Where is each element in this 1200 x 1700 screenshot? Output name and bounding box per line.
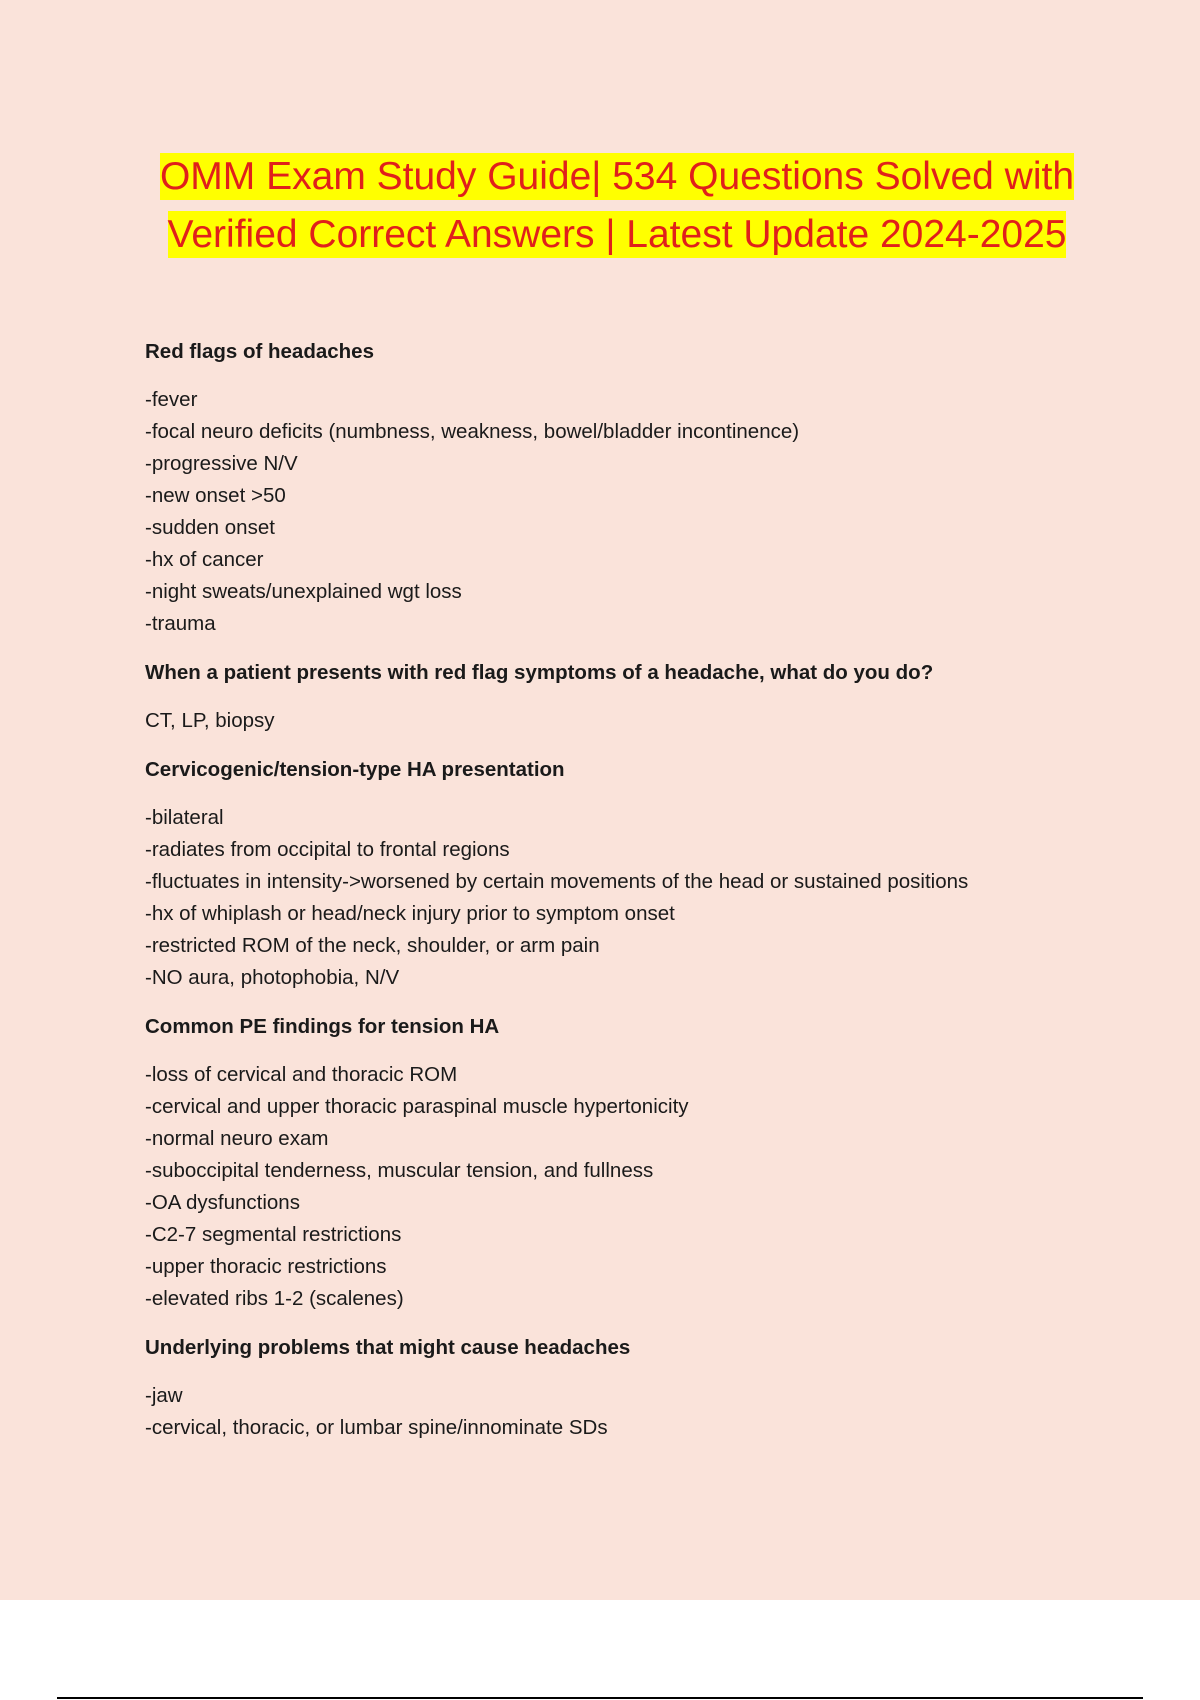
answer-line: -jaw — [145, 1384, 183, 1407]
qa-content — [145, 336, 1105, 1461]
answer-block — [145, 1059, 1105, 1315]
answer-line: -night sweats/unexplained wgt loss — [145, 580, 462, 603]
answer-line: -NO aura, photophobia, N/V — [145, 966, 400, 989]
answer-line: -cervical and upper thoracic paraspinal muscle hypertonicity — [145, 1095, 689, 1118]
document-title — [120, 148, 1114, 264]
qa-card — [145, 657, 1105, 737]
qa-card — [145, 1011, 1105, 1315]
answer-line: -sudden onset — [145, 516, 275, 539]
question-text: Underlying problems that might cause headaches — [145, 1336, 631, 1359]
qa-card — [145, 754, 1105, 994]
answer-block — [145, 802, 1105, 994]
answer-line: -elevated ribs 1-2 (scalenes) — [145, 1287, 404, 1310]
question-text: Cervicogenic/tension-type HA presentation — [145, 758, 565, 781]
answer-line: -new onset >50 — [145, 484, 286, 507]
qa-card — [145, 1332, 1105, 1444]
answer-line: -radiates from occipital to frontal regions — [145, 838, 510, 861]
answer-line: -normal neuro exam — [145, 1127, 329, 1150]
document-title-text: OMM Exam Study Guide| 534 Questions Solved with Verified Correct Answers | Latest Update 2024-2025 — [159, 155, 1075, 256]
answer-line: -hx of whiplash or head/neck injury prior to symptom onset — [145, 902, 675, 925]
answer-line: -cervical, thoracic, or lumbar spine/innominate SDs — [145, 1416, 608, 1439]
answer-block — [145, 1380, 1105, 1444]
answer-line: -fluctuates in intensity->worsened by certain movements of the head or sustained positions — [145, 870, 969, 893]
answer-line: -C2-7 segmental restrictions — [145, 1223, 402, 1246]
answer-line: -trauma — [145, 612, 216, 635]
qa-card — [145, 336, 1105, 640]
footer-divider — [57, 1697, 1143, 1699]
answer-line: -OA dysfunctions — [145, 1191, 300, 1214]
answer-line: -restricted ROM of the neck, shoulder, or arm pain — [145, 934, 600, 957]
answer-line: -focal neuro deficits (numbness, weakness, bowel/bladder incontinence) — [145, 420, 800, 443]
answer-line: -progressive N/V — [145, 452, 298, 475]
answer-line: -loss of cervical and thoracic ROM — [145, 1063, 458, 1086]
answer-block — [145, 705, 1105, 737]
answer-block — [145, 384, 1105, 640]
answer-line: -fever — [145, 388, 198, 411]
answer-line: -suboccipital tenderness, muscular tension, and fullness — [145, 1159, 654, 1182]
answer-line: CT, LP, biopsy — [145, 709, 275, 732]
answer-line: -hx of cancer — [145, 548, 264, 571]
question-text: Common PE findings for tension HA — [145, 1015, 500, 1038]
question-text: When a patient presents with red flag symptoms of a headache, what do you do? — [145, 661, 934, 684]
question-text: Red flags of headaches — [145, 340, 374, 363]
answer-line: -upper thoracic restrictions — [145, 1255, 387, 1278]
answer-line: -bilateral — [145, 806, 224, 829]
